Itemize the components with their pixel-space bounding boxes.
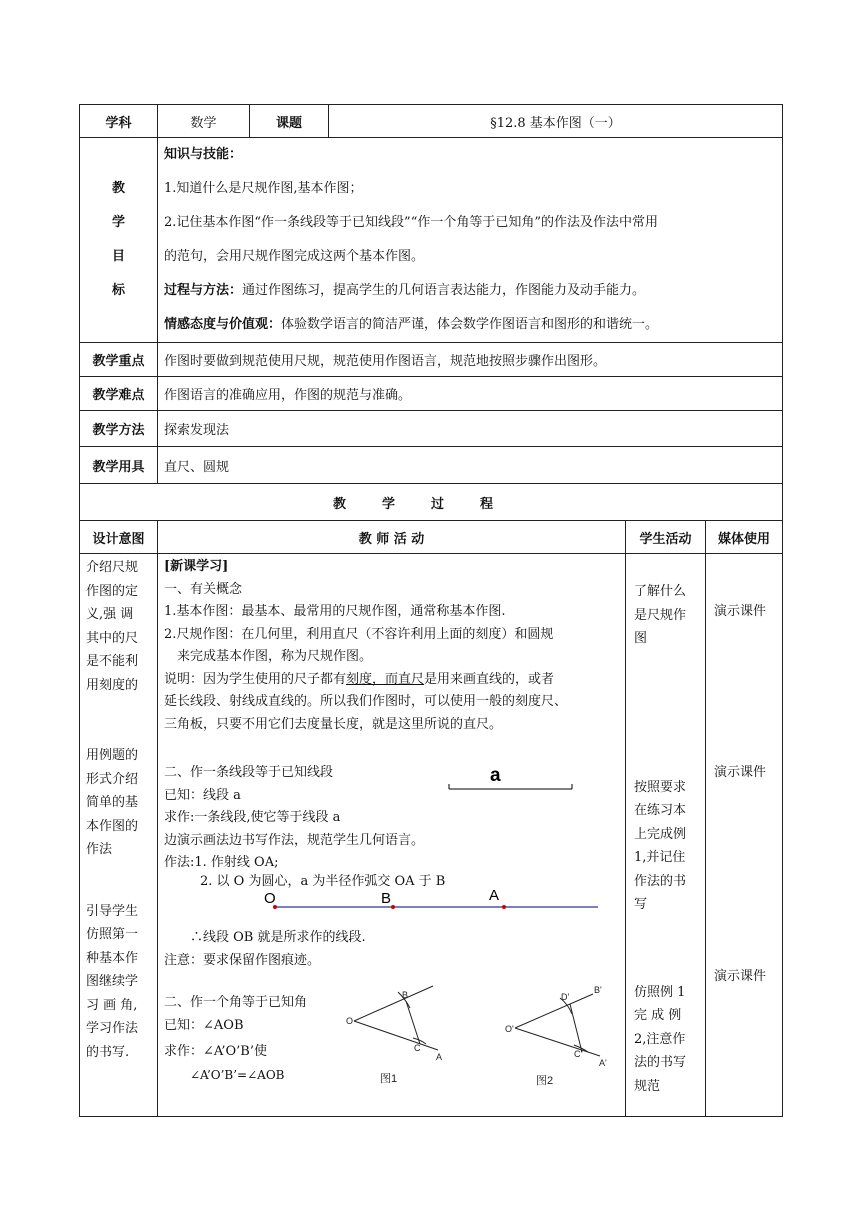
fig2-caption: 图2 xyxy=(536,1075,554,1087)
design-line: 作法 xyxy=(86,842,113,857)
topic-label: 课题 xyxy=(250,105,329,138)
row-label: 教学难点 xyxy=(80,377,158,411)
demo-note: 边演示画法边书写作法，规范学生几何语言。 xyxy=(164,832,425,848)
media-item-3: 演示课件 xyxy=(714,969,767,984)
process-heading: 教学过程 xyxy=(80,484,783,521)
student-line: 按照要求 xyxy=(634,779,687,795)
design-line: 用刻度的 xyxy=(86,677,139,693)
goals-row xyxy=(80,138,783,343)
design-line: 作图的定 xyxy=(86,583,139,599)
topic-value: §12.8 基本作图（一） xyxy=(329,105,783,138)
media-usage xyxy=(706,554,783,1117)
design-line: 是不能利 xyxy=(86,654,139,669)
goals-label-char: 学 xyxy=(111,215,125,230)
note-line-a xyxy=(164,669,621,692)
goals-label-char: 教 xyxy=(111,181,125,196)
goals-label-char: 目 xyxy=(111,249,125,264)
design-note-2 xyxy=(86,744,155,862)
media-item-2: 演示课件 xyxy=(714,765,767,780)
label-a: A xyxy=(489,887,500,904)
info-row-tools xyxy=(80,447,783,484)
student-activity xyxy=(626,554,706,1117)
process-goal xyxy=(164,274,776,308)
col-design: 设计意图 xyxy=(80,521,158,554)
row-label: 教学用具 xyxy=(80,447,158,484)
col-teacher: 教 师 活 动 xyxy=(158,521,626,554)
row-label: 教学方法 xyxy=(80,411,158,447)
fig2-label: C' xyxy=(574,1049,583,1059)
find-segment: 求作:一条线段,使它等于线段 a xyxy=(164,810,341,825)
design-line: 习 画 角, xyxy=(86,997,138,1013)
design-line: 义,强 调 xyxy=(86,607,134,622)
construction-area xyxy=(164,762,621,1107)
note-underlined: 刻度，而直尺 xyxy=(346,671,425,687)
student-line: 1,并记住 xyxy=(634,850,686,865)
fig1-label: A xyxy=(436,1052,443,1062)
goals-content xyxy=(158,138,783,343)
fig1-label: O xyxy=(346,1016,354,1026)
find-angle: 求作：∠A’O’B’使 xyxy=(164,1044,267,1059)
process-text: 通过作图练习，提高学生的几何语言表达能力，作图能力及动手能力。 xyxy=(242,283,646,298)
info-row-method xyxy=(80,411,783,447)
concept-2a: 2.尺规作图：在几何里，利用直尺（不容许利用上面的刻度）和圆规 xyxy=(164,626,554,642)
heading-segment: 二、作一条线段等于已知线段 xyxy=(164,765,334,780)
design-line: 引导学生 xyxy=(86,903,139,919)
student-item-2 xyxy=(634,776,703,917)
design-line: 形式介绍 xyxy=(86,771,139,787)
concept-1: 1.基本作图：最基本、最常用的尺规作图，通常称基本作图. xyxy=(164,604,506,619)
heading-angle: 二、作一个角等于已知角 xyxy=(164,995,308,1010)
design-note-3 xyxy=(86,900,155,1065)
subject-label: 学科 xyxy=(80,105,158,138)
concept-2b: 来完成基本作图，称为尺规作图。 xyxy=(177,649,373,664)
emotion-text: 体验数学语言的简洁严谨，体会数学作图语言和图形的和谐统一。 xyxy=(281,317,659,332)
fig2-label: B' xyxy=(594,985,602,995)
student-line: 法的书写 xyxy=(634,1055,687,1070)
header-row xyxy=(80,105,783,138)
column-header-row xyxy=(80,521,783,554)
label-o: O xyxy=(264,890,276,907)
info-row-difficulty xyxy=(80,377,783,411)
student-line: 作法的书 xyxy=(634,873,687,889)
segment-a-label: a xyxy=(490,765,501,786)
knowledge-item-2b: 的范句，会用尺规作图完成这两个基本作图。 xyxy=(164,249,425,264)
student-line: 上完成例 xyxy=(634,826,687,842)
method-step-2: 2. 以 O 为圆心，a 为半径作弧交 OA 于 B xyxy=(200,873,446,889)
section-tag: [新课学习] xyxy=(164,559,229,574)
design-line: 的书写. xyxy=(86,1044,130,1060)
fig2-label: A' xyxy=(599,1058,607,1068)
design-line: 仿照第一 xyxy=(86,927,139,942)
note-text: 说明：因为学生使用的尺子都有 xyxy=(164,671,347,687)
row-value: 作图时要做到规范使用尺规，规范使用作图语言，规范地按照步骤作出图形。 xyxy=(158,343,783,377)
method-step-1: 作法:1. 作射线 OA; xyxy=(164,855,279,870)
fig2-label: D' xyxy=(561,992,570,1002)
note-text: 是用来画直线的，或者 xyxy=(424,671,555,687)
student-line: 完 成 例 xyxy=(634,1008,682,1023)
design-notes xyxy=(80,554,158,1117)
student-line: 在练习本 xyxy=(634,803,687,818)
design-line: 介绍尺规 xyxy=(86,560,139,575)
lesson-plan-table xyxy=(79,104,783,1117)
given-angle: 已知：∠AOB xyxy=(164,1017,244,1033)
design-line: 图继续学 xyxy=(86,974,139,989)
label-b: B xyxy=(381,890,392,907)
teacher-activity xyxy=(158,554,626,1117)
student-line: 写 xyxy=(634,897,648,912)
given-segment: 已知：线段 a xyxy=(164,787,241,803)
student-line: 2,注意作 xyxy=(634,1031,686,1047)
fig1-label: C xyxy=(414,1043,421,1053)
process-heading-row xyxy=(80,484,783,521)
heading-concepts: 一、有关概念 xyxy=(164,581,243,597)
student-item-1 xyxy=(634,580,703,651)
note-line-b: 延长线段、射线成直线的。所以我们作图时，可以使用一般的刻度尺、 xyxy=(164,694,568,709)
row-label: 教学重点 xyxy=(80,343,158,377)
notice-line: 注意：要求保留作图痕迹。 xyxy=(164,952,321,968)
student-line: 图 xyxy=(634,631,648,646)
row-value: 探索发现法 xyxy=(158,411,783,447)
design-note-1 xyxy=(86,556,155,697)
col-media: 媒体使用 xyxy=(706,521,783,554)
find-angle-eq: ∠A’O’B’=∠AOB xyxy=(190,1067,285,1082)
goals-label xyxy=(80,138,158,343)
emotion-title: 情感态度与价值观： xyxy=(164,317,282,332)
info-row-focus xyxy=(80,343,783,377)
knowledge-item-2a: 2.记住基本作图“作一条线段等于已知线段”“作一个角等于已知角”的作法及作法中常用 xyxy=(164,215,658,230)
col-student: 学生活动 xyxy=(626,521,706,554)
student-line: 规范 xyxy=(634,1078,661,1094)
media-item-1: 演示课件 xyxy=(714,604,767,619)
design-line: 其中的尺 xyxy=(86,630,139,646)
student-line: 是尺规作 xyxy=(634,607,687,623)
process-title: 过程与方法： xyxy=(164,283,243,298)
content-row xyxy=(80,554,783,1117)
fig2-label: O' xyxy=(505,1024,514,1034)
design-line: 本作图的 xyxy=(86,818,139,834)
student-line: 仿照例 1 xyxy=(634,984,686,1000)
knowledge-title: 知识与技能： xyxy=(164,147,243,162)
therefore-line: ∴线段 OB 就是所求作的线段. xyxy=(190,930,366,945)
row-value: 作图语言的准确应用，作图的规范与准确。 xyxy=(158,377,783,411)
design-line: 用例题的 xyxy=(86,748,139,763)
design-line: 学习作法 xyxy=(86,1021,139,1036)
fig1-label: B xyxy=(402,990,409,1000)
emotion-goal xyxy=(164,308,776,342)
goals-label-char: 标 xyxy=(111,283,125,298)
note-line-c: 三角板，只要不用它们去度量长度，就是这里所说的直尺。 xyxy=(164,716,503,732)
knowledge-item-1: 1.知道什么是尺规作图,基本作图； xyxy=(164,181,363,196)
design-line: 种基本作 xyxy=(86,950,139,966)
row-value: 直尺、圆规 xyxy=(158,447,783,484)
student-item-3 xyxy=(634,981,703,1099)
subject-value: 数学 xyxy=(158,105,250,138)
fig1-caption: 图1 xyxy=(380,1073,398,1085)
student-line: 了解什么 xyxy=(634,584,687,599)
design-line: 简单的基 xyxy=(86,795,139,810)
